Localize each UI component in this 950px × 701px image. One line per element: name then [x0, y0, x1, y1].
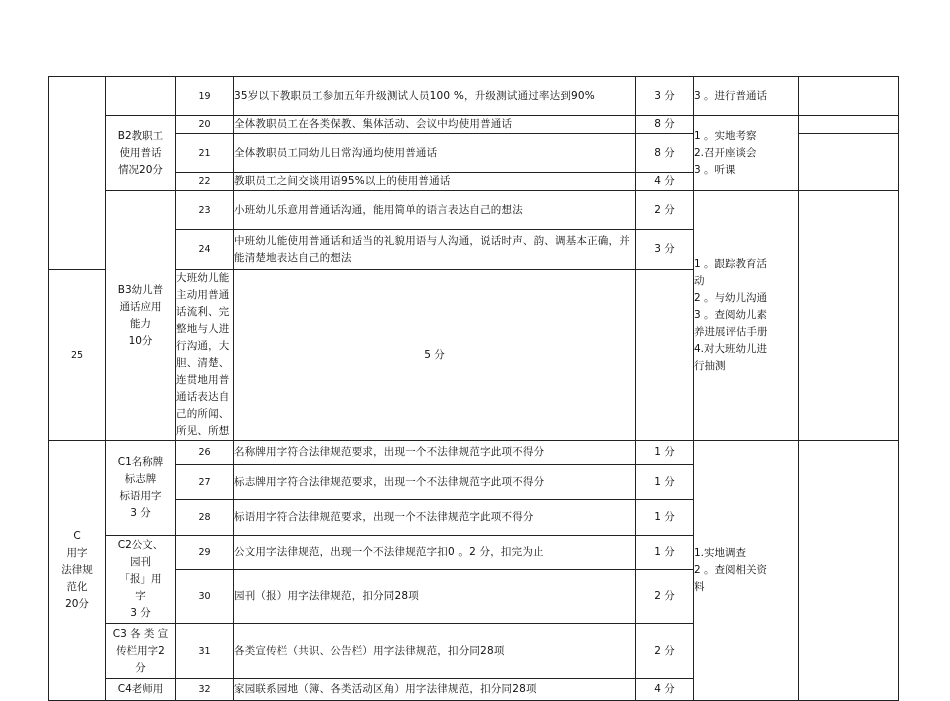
item-score: 8 分: [636, 116, 694, 134]
check-method: 1.实地调查 2 。查阅相关资 料: [694, 441, 799, 701]
item-number: 22: [176, 173, 234, 191]
item-score: 3 分: [636, 77, 694, 116]
item-description: 园刊（报）用字法律规范，扣分同28项: [234, 570, 636, 624]
table-row: [49, 77, 899, 116]
item-number: 24: [176, 230, 234, 270]
remarks-cell: [799, 134, 899, 191]
subcategory-c2: C2公文、 园刊 「报」用 字 3 分: [106, 536, 176, 624]
subcategory-c4: C4老师用: [106, 679, 176, 701]
check-method: 1 。跟踪教育活 动 2 。与幼儿沟通 3 。查阅幼儿素 养进展评估手册 4.对大班幼儿进 行抽测: [694, 191, 799, 441]
subcategory-b3: B3幼儿普 通话应用 能力 10分: [106, 191, 176, 441]
item-number: 31: [176, 624, 234, 679]
item-number: 25: [49, 270, 106, 441]
item-description: 教职员工之间交谈用语95%以上的使用普通话: [234, 173, 636, 191]
remarks-cell: [799, 191, 899, 441]
item-score: 4 分: [636, 679, 694, 701]
remarks-cell: [799, 77, 899, 116]
item-description: 全体教职员工同幼儿日常沟通均使用普通话: [234, 134, 636, 173]
item-description: 名称牌用字符合法律规范要求，出现一个不法律规范字此项不得分: [234, 441, 636, 465]
item-number: 21: [176, 134, 234, 173]
table-row: [49, 116, 899, 134]
item-score: 5 分: [234, 270, 636, 441]
item-number: 32: [176, 679, 234, 701]
item-description: 全体教职员工在各类保教、集体活动、会议中均使用普通话: [234, 116, 636, 134]
evaluation-table: [48, 76, 899, 701]
subcategory-b2: B2教职工 使用普话 情况20分: [106, 116, 176, 191]
item-description: 各类宣传栏（共识、公告栏）用字法律规范，扣分同28项: [234, 624, 636, 679]
item-score: 2 分: [636, 570, 694, 624]
check-method: 1 。实地考察 2.召开座谈会 3 。听课: [694, 116, 799, 191]
item-number: 20: [176, 116, 234, 134]
item-description: 标语用字符合法律规范要求，出现一个不法律规范字此项不得分: [234, 500, 636, 536]
category-b-cell: [49, 77, 106, 270]
item-score: 2 分: [636, 624, 694, 679]
category-c: C 用字 法律规 范化 20分: [49, 441, 106, 701]
item-number: 26: [176, 441, 234, 465]
item-number: 29: [176, 536, 234, 570]
item-score: 1 分: [636, 465, 694, 500]
remarks-cell: [799, 441, 899, 701]
item-score: 1 分: [636, 500, 694, 536]
item-description: 35岁以下教职员工参加五年升级测试人员100 %，升级测试通过率达到90%: [234, 77, 636, 116]
item-number: 28: [176, 500, 234, 536]
item-score: 3 分: [636, 230, 694, 270]
item-description: 公文用字法律规范，出现一个不法律规范字扣0 。2 分，扣完为止: [234, 536, 636, 570]
item-number: 19: [176, 77, 234, 116]
item-score: 1 分: [636, 441, 694, 465]
item-number: 27: [176, 465, 234, 500]
item-score: 1 分: [636, 536, 694, 570]
table-row: [49, 191, 899, 230]
item-description: 家园联系园地（簿、各类活动区角）用字法律规范，扣分同28项: [234, 679, 636, 701]
item-score: 2 分: [636, 191, 694, 230]
item-score: 8 分: [636, 134, 694, 173]
item-description: 标志牌用字符合法律规范要求，出现一个不法律规范字此项不得分: [234, 465, 636, 500]
item-description: 小班幼儿乐意用普通话沟通，能用简单的语言表达自己的想法: [234, 191, 636, 230]
item-number: 30: [176, 570, 234, 624]
item-description: 大班幼儿能主动用普通话流利、完整地与人进行沟通，大胆、清楚、连贯地用普通话表达自己的所闻、所见、所想: [176, 270, 234, 441]
item-score: 4 分: [636, 173, 694, 191]
table-row: [49, 441, 899, 465]
item-description: 中班幼儿能使用普通话和适当的礼貌用语与人沟通，说话时声、韵、调基本正确，并能清楚地表达自己的想法: [234, 230, 636, 270]
subcategory-c3: C3 各 类 宣 传栏用字2 分: [106, 624, 176, 679]
subcategory-cell: [106, 77, 176, 116]
check-method: 3 。进行普通话: [694, 77, 799, 116]
item-number: 23: [176, 191, 234, 230]
subcategory-c1: C1名称牌 标志牌 标语用字 3 分: [106, 441, 176, 536]
remarks-cell: [799, 116, 899, 134]
